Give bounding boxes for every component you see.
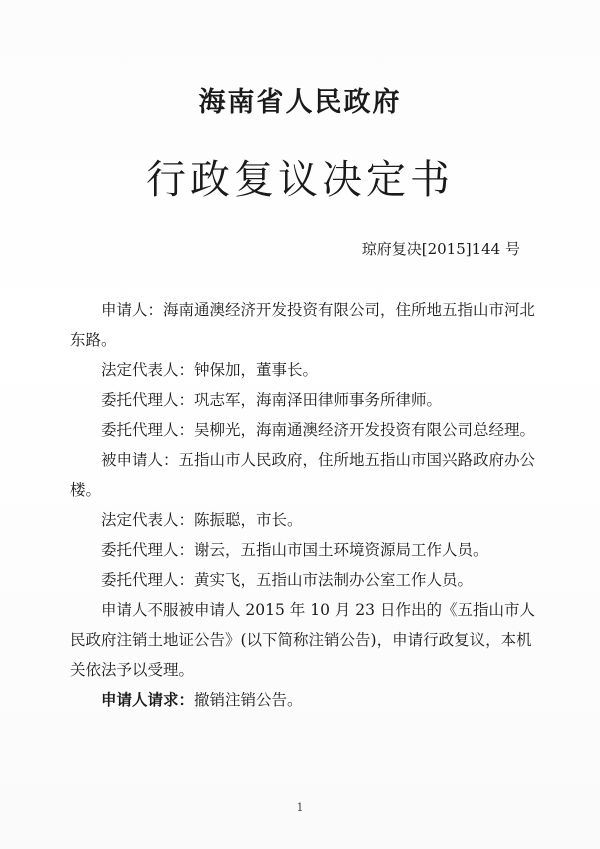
paragraph-respondent: 被申请人：五指山市人民政府，住所地五指山市国兴路政府办公楼。 [70, 451, 536, 499]
request-lead: 申请人请求： [101, 690, 195, 709]
request-text: 撤销注销公告。 [194, 691, 303, 709]
paragraph-respondent-legal-rep: 法定代表人：陈振聪，市长。 [101, 511, 303, 529]
document-number: 琼府复决[2015]144 号 [361, 240, 520, 258]
paragraph-respondent-agent-1: 委托代理人：谢云，五指山市国土环境资源局工作人员。 [101, 541, 489, 559]
issuing-authority-title: 海南省人民政府 [198, 87, 402, 118]
paragraph-applicant-legal-rep: 法定代表人：钟保加，董事长。 [101, 361, 319, 379]
page-number: 1 [296, 801, 304, 814]
paragraph-request [70, 685, 540, 715]
paragraph-applicant: 申请人：海南通澳经济开发投资有限公司，住所地五指山市河北东路。 [70, 301, 536, 349]
document-body [70, 295, 540, 715]
paragraph-applicant-agent-2: 委托代理人：吴柳光，海南通澳经济开发投资有限公司总经理。 [101, 421, 536, 439]
paragraph-applicant-agent-1: 委托代理人：巩志军，海南泽田律师事务所律师。 [101, 391, 443, 409]
document-title: 行政复议决定书 [146, 157, 454, 203]
paragraph-case-intro: 申请人不服被申请人 2015 年 10 月 23 日作出的《五指山市人民政府注销土地证公告》(以下简称注销公告)，申请行政复议，本机关依法予以受理。 [70, 601, 535, 679]
paragraph-respondent-agent-2: 委托代理人：黄实飞，五指山市法制办公室工作人员。 [101, 571, 474, 589]
